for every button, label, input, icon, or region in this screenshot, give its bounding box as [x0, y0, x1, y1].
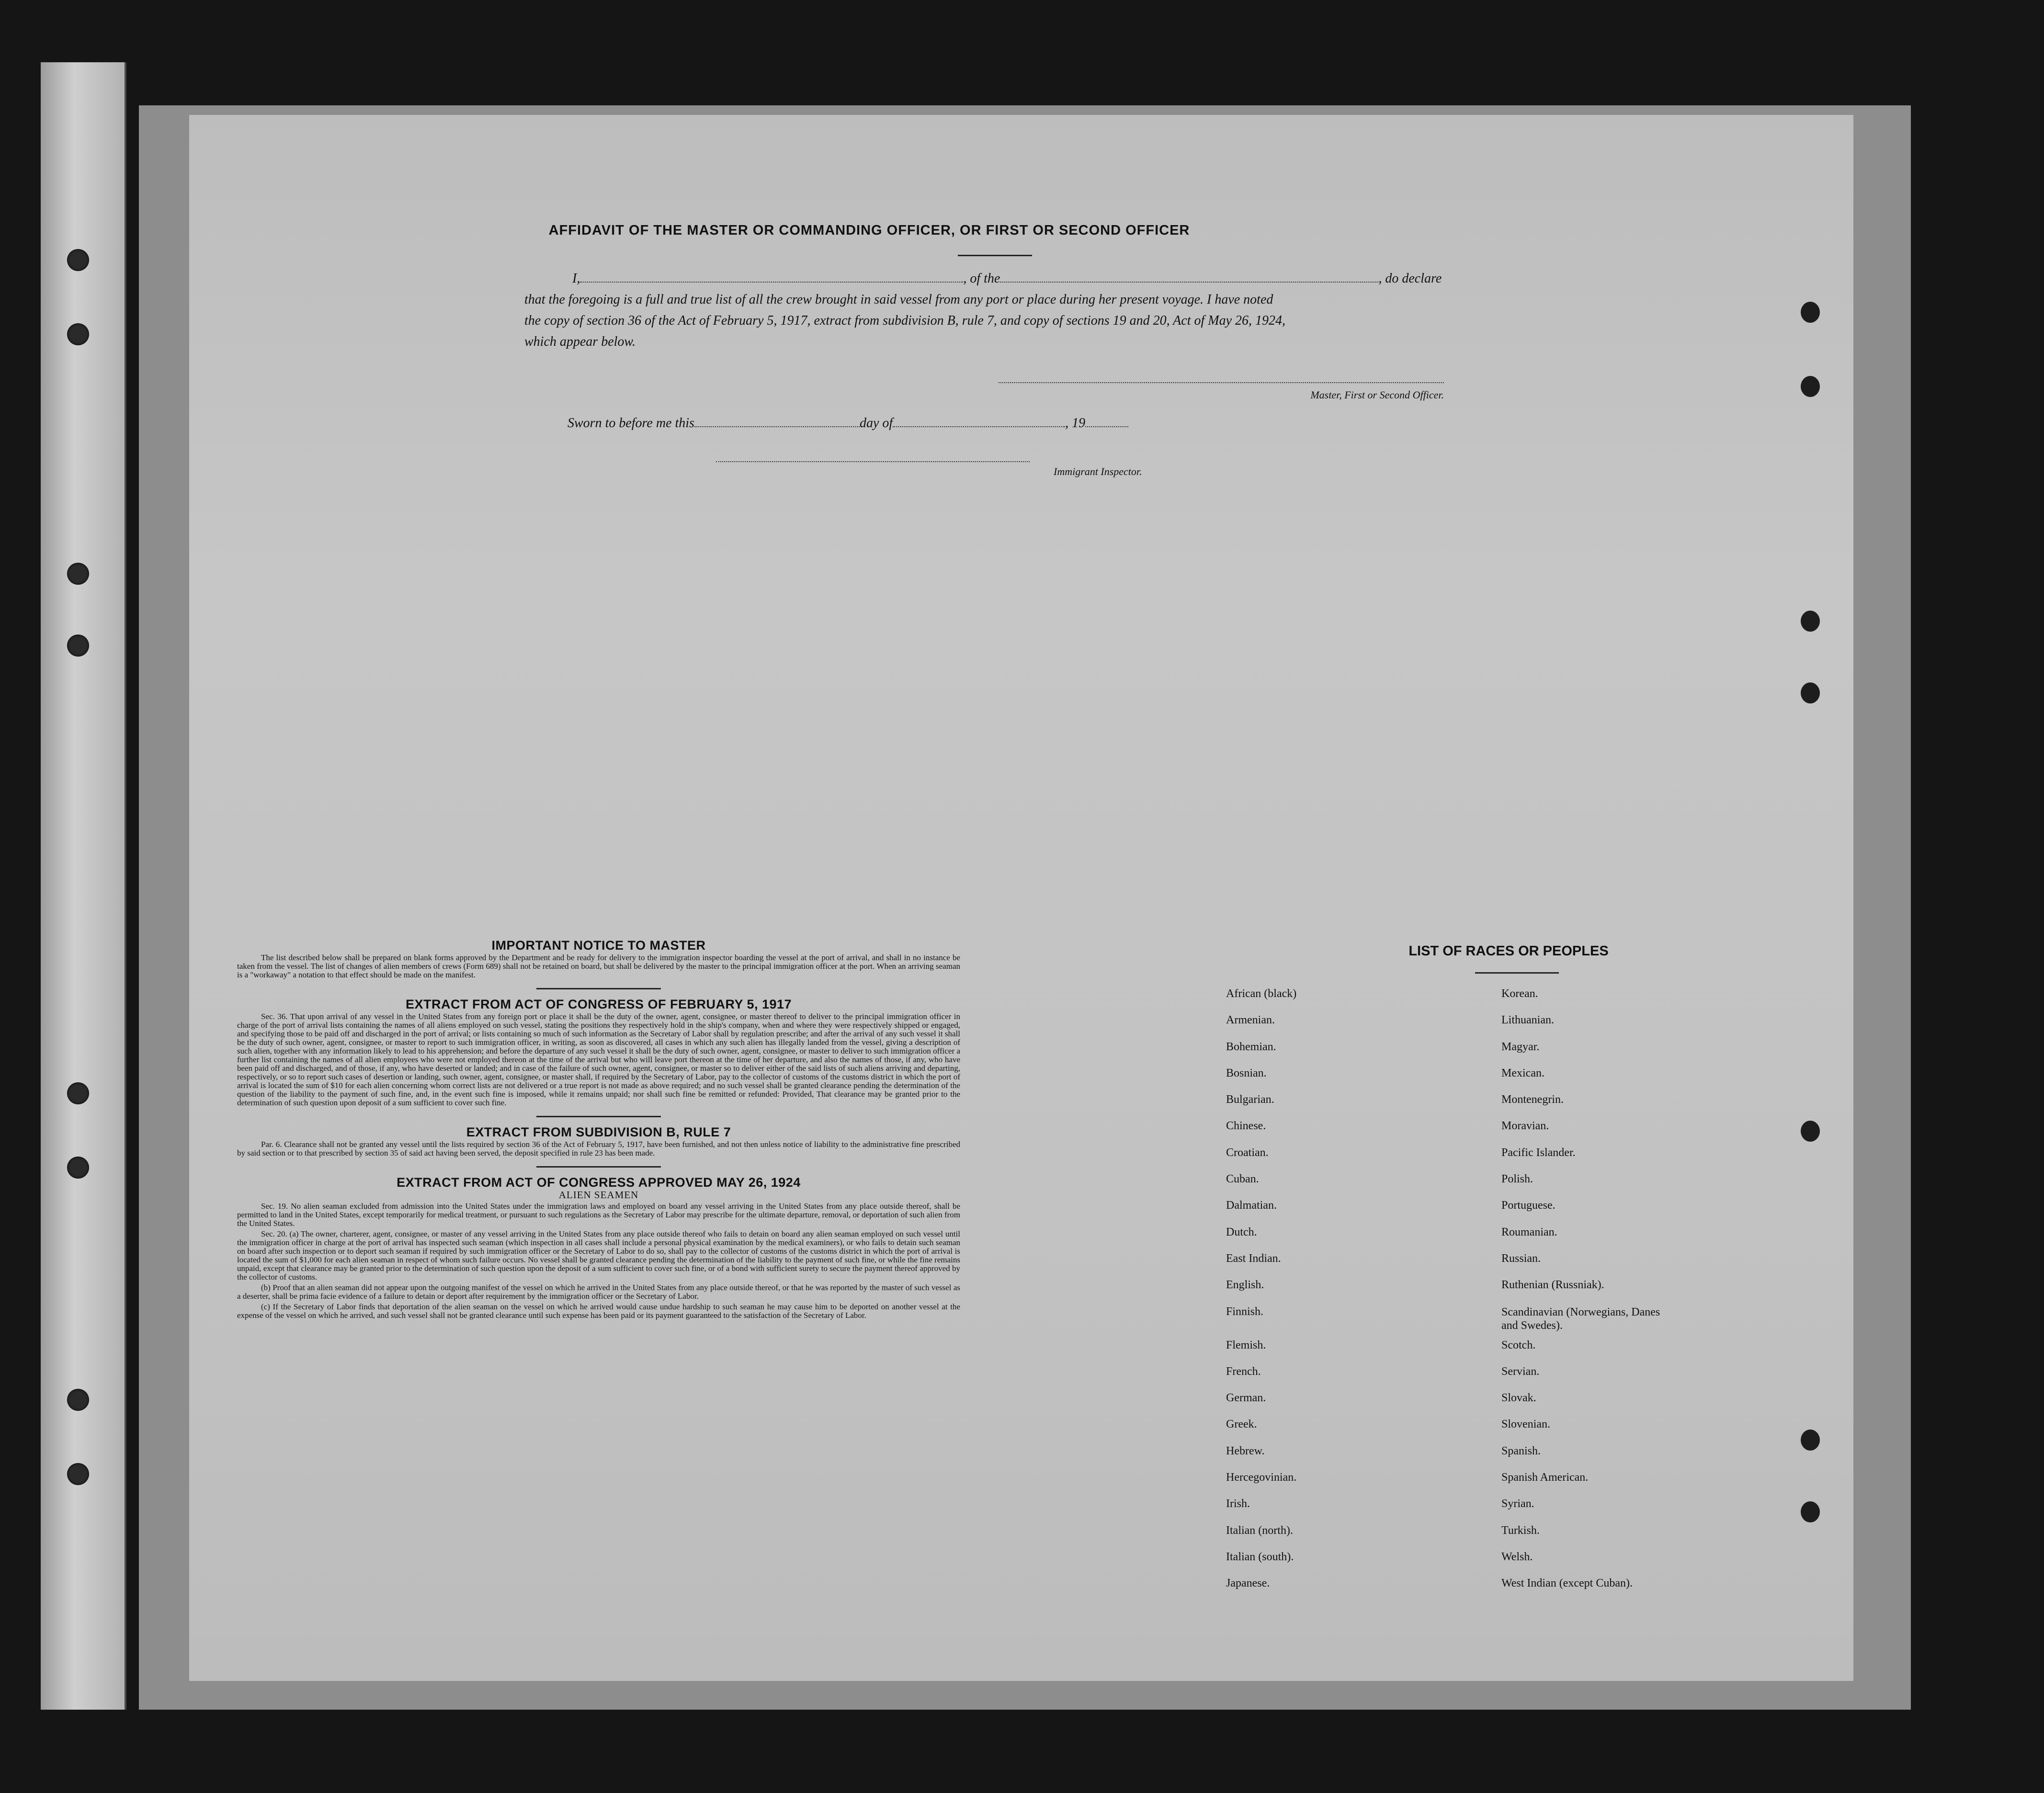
- race-item: Greek.: [1226, 1418, 1257, 1431]
- binder-strip: [41, 62, 126, 1710]
- race-item: Finnish.: [1226, 1305, 1264, 1318]
- race-item: Croatian.: [1226, 1146, 1269, 1159]
- race-item: Servian.: [1501, 1365, 1540, 1378]
- race-item: Mexican.: [1501, 1067, 1544, 1079]
- race-item: French.: [1226, 1365, 1261, 1378]
- races-title-rule: [1475, 972, 1559, 974]
- section-divider: [536, 1116, 661, 1117]
- notice-body: The list described below shall be prepared on blank forms approved by the Department and be ready for delivery to the immigration inspector boarding the vessel at the port of arrival, and shall in no instance be taken from the vessel. The list of changes of alien members of crews (Form 689) shall not be retained on board, but shall be delivered by the master to the principal immigration officer at the port. When an arriving seaman is a "workaway" a notation to that effect should be made on the manifest.: [237, 953, 960, 979]
- race-item: Pacific Islander.: [1501, 1146, 1576, 1159]
- act-1924-sec20a: Sec. 20. (a) The owner, charterer, agent, consignee, or master of any vessel arriving in the United States from any place outside thereof who fails to detain on board any alien seaman employed on such vessel until the immigration officer in charge at the port of arrival has inspected such seaman (which inspection in all cases shall include a personal physical examination by the medical examiners), or who fails to detain such seaman on board after such inspection or to deport such seaman if required by such immigration officer or the Secretary of Labor to do so, shall pay to the collector of customs of the customs district in which the port of arrival is located the sum of $1,000 for each alien seaman in respect of whom such failure occurs. No vessel shall be granted clearance pending the determination of the liability to the payment of such fine, or while the fine remains unpaid, except that clearance may be granted prior to the determination of such question upon the deposit of a sum sufficient to cover such fine, or of a bond with sufficient surety to secure the payment thereof approved by the collector of customs.: [237, 1229, 960, 1282]
- notice-title: IMPORTANT NOTICE TO MASTER: [491, 938, 706, 953]
- race-item: Portuguese.: [1501, 1199, 1556, 1212]
- act-1917-body: Sec. 36. That upon arrival of any vessel in the United States from any foreign port or place it shall be the duty of the owner, agent, consignee, or master thereof to deliver to the principal immigration officer in charge of the port of arrival lists containing the names of all aliens employed on such vessel, stating the positions they respectively hold in the ship's company, when and where they were respectively shipped or engaged, and specifying those to be paid off and discharged in the port of arrival; or lists containing so much of such information as the Secretary of Labor shall by regulation prescribe; and after the arrival of any such vessel it shall be the duty of such owner, agent, consignee, or master to report to such immigration officer, in writing, as soon as discovered, all cases in which any such alien has illegally landed from the vessel, giving a description of such alien, together with any information likely to lead to his apprehension; and before the departure of any such vessel it shall be the duty of such owner, agent, consignee, or master to deliver to such immigration officer a further list containing the names of all alien employees who were not employed thereon at the time of the arrival but who will leave port thereon at the time of her departure, and also the names of those, if any, who have been paid off and discharged, and of those, if any, who have deserted or landed; and in case of the failure of such owner, agent, consignee, or master so to deliver either of the said lists of such aliens arriving and departing, respectively, or so to report such cases of desertion or landing, such owner, agent, consignee, or master shall, if required by the Secretary of Labor, pay to the collector of customs of the customs district in which the port of arrival is located the sum of $10 for each alien concerning whom correct lists are not delivered or a true report is not made as above required; and no such vessel shall be granted clearance pending the determination of the question of the liability to the payment of such fine, and, in the event such fine is imposed, while it remains unpaid; nor shall such fine be remitted or refunded: Provided, That clearance may be granted prior to the determination of such question upon deposit of a sum sufficient to cover such fine.: [237, 1012, 960, 1107]
- race-item: English.: [1226, 1279, 1264, 1292]
- race-item: Syrian.: [1501, 1498, 1534, 1510]
- race-item: Irish.: [1226, 1498, 1250, 1510]
- affidavit-line-2: that the foregoing is a full and true list of all the crew brought in said vessel from any port or place during her present voyage. I have noted: [524, 292, 1273, 307]
- race-item: Hercegovinian.: [1226, 1471, 1297, 1484]
- race-item: Hebrew.: [1226, 1444, 1265, 1457]
- race-item: Korean.: [1501, 987, 1538, 1000]
- declaration-do-declare: , do declare: [1378, 271, 1442, 286]
- name-field[interactable]: [580, 271, 963, 283]
- race-item: Montenegrin.: [1501, 1093, 1564, 1106]
- punch-hole: [1801, 611, 1820, 632]
- race-item: Bohemian.: [1226, 1040, 1276, 1053]
- race-item: Slovenian.: [1501, 1418, 1550, 1431]
- binder-hole: [67, 1389, 89, 1411]
- race-item: Spanish.: [1501, 1444, 1541, 1457]
- race-item: Dalmatian.: [1226, 1199, 1277, 1212]
- sworn-day-field[interactable]: [694, 416, 860, 427]
- punch-hole: [1801, 1121, 1820, 1142]
- race-item: Japanese.: [1226, 1577, 1270, 1590]
- race-item: Moravian.: [1501, 1120, 1549, 1133]
- race-item: Bosnian.: [1226, 1067, 1267, 1079]
- race-item: West Indian (except Cuban).: [1501, 1577, 1633, 1590]
- race-item: East Indian.: [1226, 1252, 1281, 1265]
- inspector-caption: Immigrant Inspector.: [1054, 465, 1142, 477]
- races-right-column: [1501, 987, 1770, 1604]
- affidavit-body: [524, 268, 1442, 352]
- binder-hole: [67, 1157, 89, 1179]
- race-item: Italian (north).: [1226, 1524, 1293, 1537]
- race-item: Cuban.: [1226, 1173, 1259, 1186]
- affidavit-line-4: which appear below.: [524, 334, 636, 349]
- master-signature-line[interactable]: [999, 382, 1444, 383]
- punch-hole: [1801, 376, 1820, 397]
- bleed-through-text: [977, 172, 1815, 230]
- sworn-line: [568, 413, 1286, 434]
- affidavit-line-3: the copy of section 36 of the Act of February 5, 1917, extract from subdivision B, rule 7, and copy of sections 19 and 20, Act of May 26, 1924,: [524, 313, 1286, 328]
- race-item: Welsh.: [1501, 1550, 1533, 1563]
- rule-7-body: Par. 6. Clearance shall not be granted any vessel until the lists required by section 36 of the Act of February 5, 1917, have been furnished, and not then unless notice of liability to the administrative fine prescribed by said section or to that prescribed by section 35 of said act having been served, the deposit specified in rule 23 has been made.: [237, 1140, 960, 1158]
- punch-hole: [1801, 302, 1820, 323]
- race-item: Polish.: [1501, 1173, 1533, 1186]
- binder-hole: [67, 1463, 89, 1485]
- race-item: Turkish.: [1501, 1524, 1540, 1537]
- act-1924-sec20c: (c) If the Secretary of Labor finds that deportation of the alien seaman on the vessel on which he arrived would cause undue hardship to such seaman he may cause him to be deported on another vessel at the expense of the vessel on which he arrived, and such vessel shall not be granted clearance until such expense has been paid or its payment guaranteed to the satisfaction of the Secretary of Labor.: [237, 1302, 960, 1320]
- race-item: Scandinavian (Norwegians, Danes and Swedes).: [1501, 1305, 1660, 1332]
- race-item: Russian.: [1501, 1252, 1541, 1265]
- race-item: Chinese.: [1226, 1120, 1266, 1133]
- act-1924-sec20b: (b) Proof that an alien seaman did not appear upon the outgoing manifest of the vessel on which he arrived in the United States from any place outside thereof, or that he was reported by the master of such vessel as a deserter, shall be prima facie evidence of a failure to detain or deport after requirement by the immigration officer or the Secretary of Labor.: [237, 1283, 960, 1301]
- section-divider: [536, 988, 661, 989]
- act-1924-title: EXTRACT FROM ACT OF CONGRESS APPROVED MAY 26, 1924: [397, 1175, 801, 1190]
- race-item: Roumanian.: [1501, 1226, 1557, 1238]
- act-1924-sec19: Sec. 19. No alien seaman excluded from admission into the United States under the immigration laws and employed on board any vessel arriving in the United States from any place outside thereof, shall be permitted to land in the United States, except temporarily for medical treatment, or pursuant to such regulations as the Secretary of Labor may prescribe for the ultimate departure, removal, or deportation of such alien from the United States.: [237, 1202, 960, 1228]
- vessel-field[interactable]: [1000, 271, 1378, 283]
- sworn-month-field[interactable]: [893, 416, 1065, 427]
- race-item: Dutch.: [1226, 1226, 1257, 1238]
- title-rule: [958, 255, 1032, 256]
- declaration-of-the: , of the: [963, 271, 1000, 286]
- race-item: Scotch.: [1501, 1339, 1536, 1351]
- binder-hole: [67, 563, 89, 585]
- sworn-year-field[interactable]: [1085, 416, 1128, 427]
- race-item: Ruthenian (Russniak).: [1501, 1279, 1604, 1292]
- declaration-i: I,: [572, 271, 580, 286]
- binder-hole: [67, 1082, 89, 1104]
- rule-7-title: EXTRACT FROM SUBDIVISION B, RULE 7: [466, 1125, 731, 1139]
- act-1924-subtitle: ALIEN SEAMEN: [558, 1189, 639, 1201]
- sworn-year-prefix: , 19: [1065, 416, 1086, 431]
- race-item: Magyar.: [1501, 1040, 1540, 1053]
- notice-section: [237, 938, 960, 1322]
- affidavit-title: AFFIDAVIT OF THE MASTER OR COMMANDING OFFICER, OR FIRST OR SECOND OFFICER: [548, 223, 1190, 238]
- binder-hole: [67, 323, 89, 345]
- race-item: Flemish.: [1226, 1339, 1266, 1351]
- race-item: Italian (south).: [1226, 1550, 1294, 1563]
- punch-hole: [1801, 1430, 1820, 1451]
- master-caption: Master, First or Second Officer.: [1310, 389, 1444, 401]
- punch-hole: [1801, 682, 1820, 704]
- declaration-line: [524, 268, 1442, 289]
- race-item: Lithuanian.: [1501, 1014, 1554, 1027]
- section-divider: [536, 1166, 661, 1168]
- binder-hole: [67, 635, 89, 657]
- race-item: Bulgarian.: [1226, 1093, 1274, 1106]
- binder-hole: [67, 249, 89, 271]
- races-title: LIST OF RACES OR PEOPLES: [1408, 943, 1609, 959]
- sworn-label: Sworn to before me this: [568, 416, 694, 431]
- race-item: Armenian.: [1226, 1014, 1275, 1027]
- sworn-day-of: day of: [859, 416, 893, 431]
- race-item: Slovak.: [1501, 1392, 1536, 1405]
- race-item: Spanish American.: [1501, 1471, 1589, 1484]
- document-page: [189, 115, 1853, 1681]
- races-left-column: [1226, 987, 1475, 1604]
- race-item: German.: [1226, 1392, 1266, 1405]
- act-1917-title: EXTRACT FROM ACT OF CONGRESS OF FEBRUARY 5, 1917: [405, 997, 792, 1011]
- punch-hole: [1801, 1501, 1820, 1522]
- inspector-signature-line[interactable]: [716, 461, 1030, 462]
- race-item: African (black): [1226, 987, 1297, 1000]
